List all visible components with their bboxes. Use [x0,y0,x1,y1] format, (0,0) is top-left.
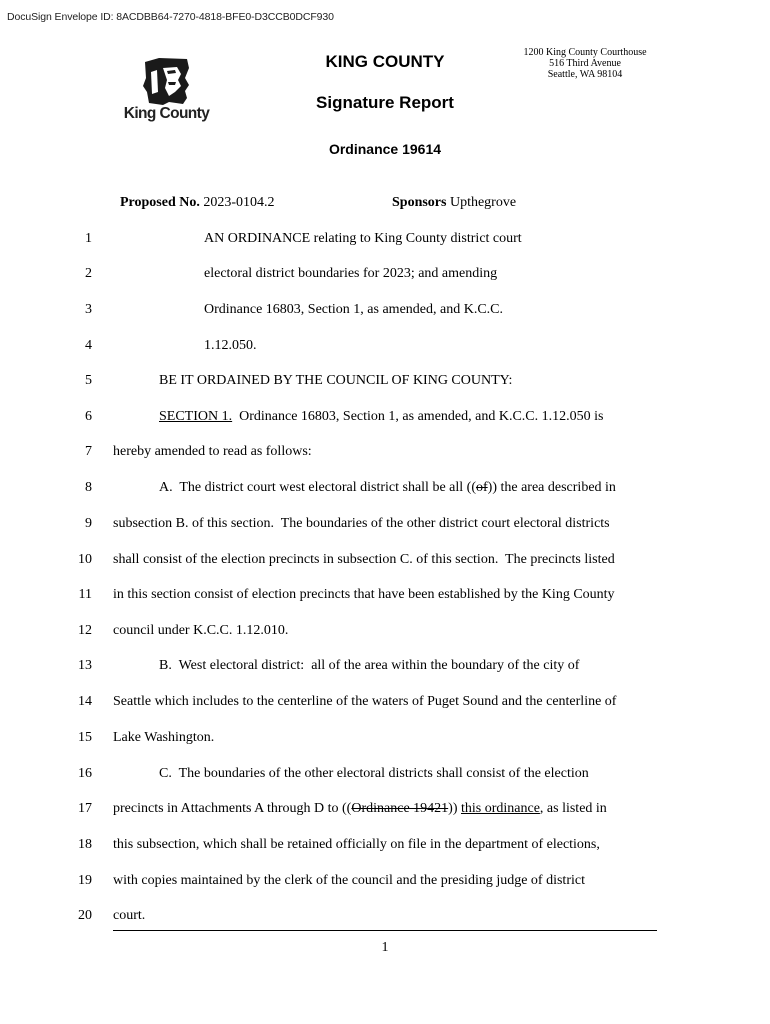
ordinance-line [159,766,589,782]
line-number: 17 [78,801,92,816]
line-number: 2 [85,266,92,281]
address-line: 516 Third Avenue [549,58,621,69]
report-title: Signature Report [316,93,454,112]
line-number: 6 [85,409,92,424]
line-text: B. West electoral district: all of the area within the boundary of the city of [159,658,580,673]
address-line: Seattle, WA 98104 [547,69,623,80]
line-number: 9 [85,516,92,531]
line-number: 14 [78,694,92,709]
proposed-value: 2023-0104.2 [203,195,275,210]
line-number: 1 [85,231,92,246]
line-text: Lake Washington. [113,730,215,745]
deleted-text: of [475,480,488,495]
line-text: in this section consist of election precincts that have been established by the King County [113,587,615,602]
line-number: 13 [78,658,92,673]
ordinance-number: Ordinance 19614 [328,141,442,157]
line-text: )) [448,801,461,816]
ordinance-line [159,480,616,496]
line-number: 18 [78,837,92,852]
line-text: shall consist of the election precincts in subsection C. of this section. The precincts listed [113,552,615,567]
ordinance-line [113,873,585,889]
docusign-envelope-id: DocuSign Envelope ID: 8ACDBB64-7270-4818-BFE0-D3CCB0DCF930 [7,11,334,23]
line-number: 12 [78,623,92,638]
line-number: 3 [85,302,92,317]
ordinance-line [113,516,610,532]
line-number: 5 [85,373,92,388]
line-text: )) the area described in [487,480,616,495]
logo-wordmark: King County [123,105,210,122]
line-number: 19 [78,873,92,888]
footer-rule [113,930,657,931]
line-text: hereby amended to read as follows: [113,444,312,459]
ordinance-line [204,266,497,282]
line-text: Ordinance 16803, Section 1, as amended, and K.C.C. 1.12.050 is [232,409,604,424]
line-text: council under K.C.C. 1.12.010. [113,623,289,638]
line-text: with copies maintained by the clerk of the council and the presiding judge of district [113,873,585,888]
line-text: BE IT ORDAINED BY THE COUNCIL OF KING COUNTY: [159,373,513,388]
ordinance-line [113,444,312,460]
page-number: 1 [381,940,389,955]
address-line: 1200 King County Courthouse [523,47,647,58]
line-text: subsection B. of this section. The boundaries of the other district court electoral districts [113,516,610,531]
ordinance-line [204,338,257,354]
mlk-portrait-icon [119,58,214,108]
sponsors-label: Sponsors [392,195,447,210]
line-number: 15 [78,730,92,745]
line-text: AN ORDINANCE relating to King County district court [204,231,522,246]
ordinance-line [204,231,522,247]
line-number: 10 [78,552,92,567]
county-address [505,47,665,80]
ordinance-line [113,730,214,746]
ordinance-line [204,302,503,318]
line-text: Seattle which includes to the centerline of the waters of Puget Sound and the centerline of [113,694,617,709]
county-name: KING COUNTY [325,52,445,71]
ordinance-line [113,623,288,639]
line-number: 11 [78,587,92,602]
proposed-label: Proposed No. [120,195,200,210]
ordinance-line [113,552,615,568]
line-text: 1.12.050. [204,338,257,353]
ordinance-line [113,694,616,710]
line-text: A. The district court west electoral district shall be all (( [159,480,476,495]
line-number: 16 [78,766,92,781]
sponsors [392,195,516,211]
line-number: 20 [78,908,92,923]
sponsors-value: Upthegrove [449,195,517,210]
line-number: 8 [85,480,92,495]
ordinance-line [159,658,579,674]
line-number: 7 [85,444,92,459]
inserted-text: SECTION 1. [159,409,233,424]
ordinance-line [113,801,607,817]
line-text: court. [113,908,146,923]
deleted-text: Ordinance 19421 [351,801,449,816]
inserted-text: this ordinance [461,801,540,816]
line-text: Ordinance 16803, Section 1, as amended, and K.C.C. [204,302,503,317]
line-text: this subsection, which shall be retained officially on file in the department of elections, [113,837,600,852]
ordinance-line [113,837,600,853]
king-county-logo [119,58,214,128]
ordinance-line [159,409,603,425]
line-text: electoral district boundaries for 2023; and amending [204,266,498,281]
ordinance-line [113,587,615,603]
line-text: precincts in Attachments A through D to (( [113,801,352,816]
ordinance-line [113,908,145,924]
ordinance-line [159,373,512,389]
line-number: 4 [85,338,92,353]
line-text: C. The boundaries of the other electoral districts shall consist of the election [159,766,589,781]
proposed-number [120,195,275,211]
line-text: , as listed in [539,801,607,816]
